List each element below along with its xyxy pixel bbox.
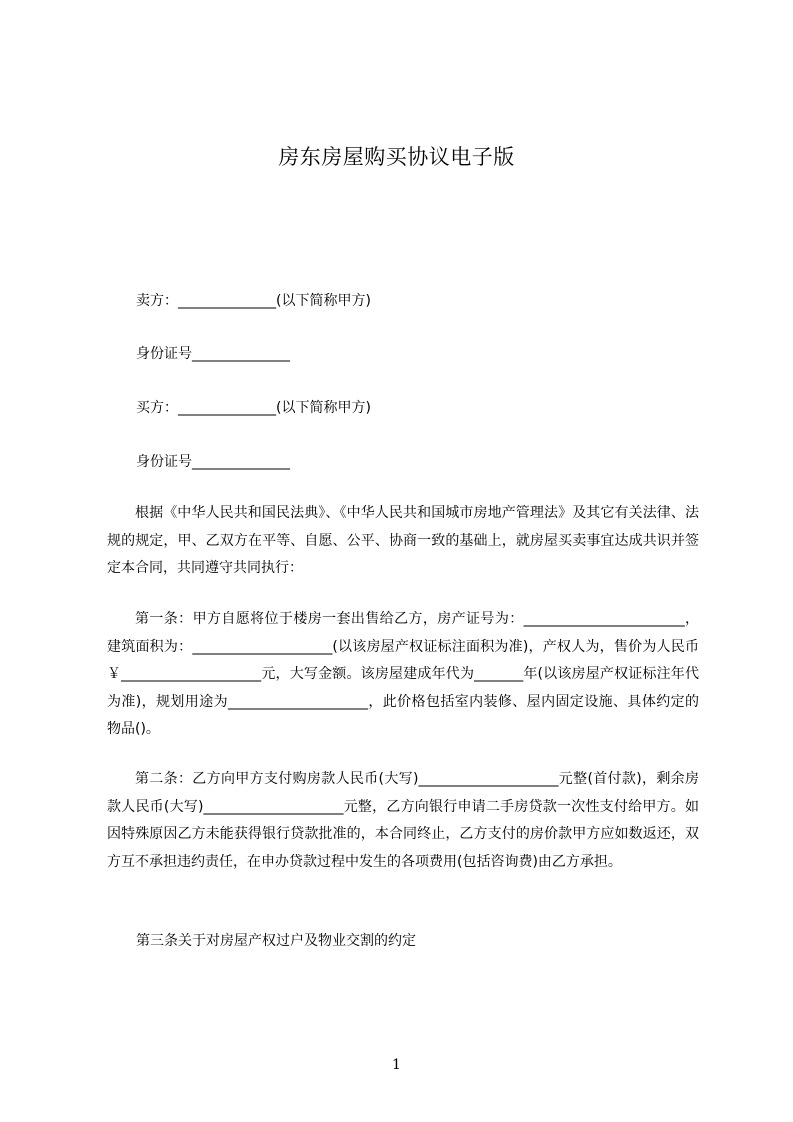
seller-id-line: 身份证号______________ bbox=[136, 346, 290, 362]
seller-line: 卖方：______________(以下简称甲方) bbox=[136, 293, 371, 309]
article-2-paragraph: 第二条：乙方向甲方支付购房款人民币(大写)____________________元整(首付款)，剩余房款人民币(大写)____________________元整，乙方向银行申请二手房贷款一次性支付给甲方。如因特殊原因乙方未能获得银行贷款批准的，本合同终止，乙方支付的房价款甲方应如数返还，双方互不承担违约责任，在申办贷款过程中发生的各项费用(包括咨询费)由乙方承担。 bbox=[107, 771, 699, 870]
document-title: 房东房屋购买协议电子版 bbox=[278, 145, 515, 169]
preamble-paragraph: 根据《中华人民共和国民法典》、《中华人民共和国城市房地产管理法》及其它有关法律、法规的规定，甲、乙双方在平等、自愿、公平、协商一致的基础上，就房屋买卖事宜达成共识并签定本合同，共同遵守共同执行： bbox=[107, 505, 699, 576]
page-number: 1 bbox=[392, 1057, 401, 1073]
buyer-line: 买方：______________(以下简称甲方) bbox=[136, 400, 371, 416]
article-3-heading: 第三条关于对房屋产权过户及物业交割的约定 bbox=[136, 933, 416, 949]
buyer-id-line: 身份证号______________ bbox=[136, 454, 290, 470]
article-1-paragraph: 第一条：甲方自愿将位于楼房一套出售给乙方，房产证号为：_______________________，建筑面积为：____________________(以该房屋产权证标注面积为准)，产权人为，售价为人民币￥____________________元，大写金额。该房屋建成年代为_______年(以该房屋产权证标注年代为准)，规划用途为____________________，此价格包括室内装修、屋内固定设施、具体约定的物品()。 bbox=[107, 611, 699, 737]
